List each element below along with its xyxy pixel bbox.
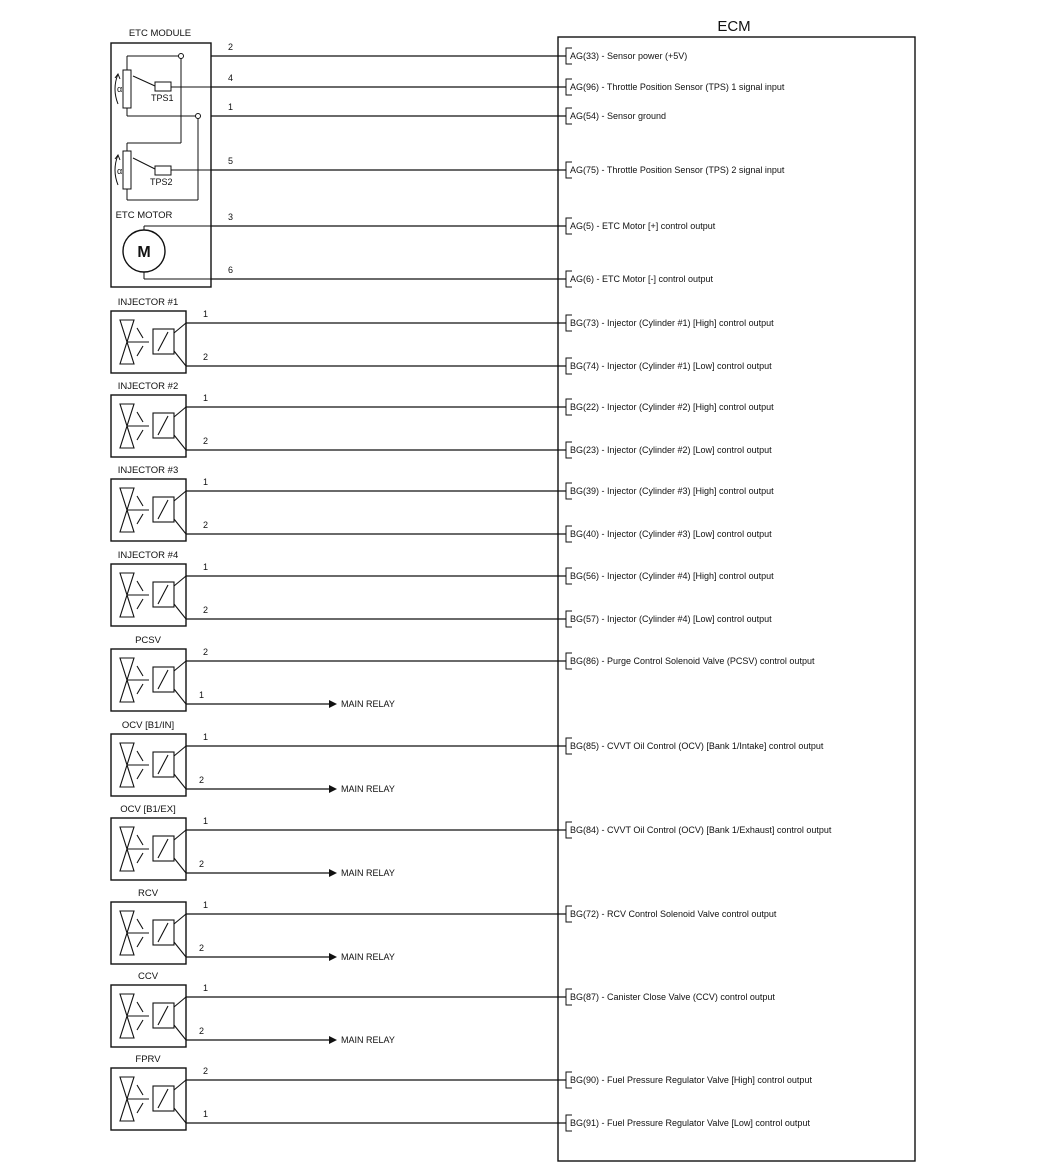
ccv-wire-2-label: MAIN RELAY — [341, 1035, 395, 1045]
injector-3-wire-2-pin: 2 — [203, 520, 209, 530]
component-fprv — [111, 1054, 186, 1130]
injector-3-title: INJECTOR #3 — [117, 465, 179, 476]
fprv-wire-1-pin: 2 — [203, 1066, 209, 1076]
ccv-wire-2 — [186, 1026, 395, 1045]
pcsv-wire-2 — [186, 690, 395, 709]
etc-wire-4-pin: 5 — [228, 156, 234, 166]
rcv-wire-2-pin: 2 — [199, 943, 205, 953]
ocv-b1-ex-wire-2-arrow — [329, 869, 337, 877]
motor-letter: M — [137, 244, 151, 261]
pcsv-wire-2-pin: 1 — [199, 690, 205, 700]
ocv-b1-in-wire-1-label: BG(85) - CVVT Oil Control (OCV) [Bank 1/Intake] control output — [570, 741, 824, 751]
ocv-b1-in-wire-2-arrow — [329, 785, 337, 793]
etc-wire-2-pin: 4 — [228, 73, 234, 83]
injector-3-wire-1-label: BG(39) - Injector (Cylinder #3) [High] control output — [570, 486, 774, 496]
rcv-wire-2-label: MAIN RELAY — [341, 952, 395, 962]
svg-text:α: α — [117, 84, 123, 94]
injector-4-title: INJECTOR #4 — [117, 550, 179, 561]
injector-1-wire-2-pin: 2 — [203, 352, 209, 362]
etc-wire-1-pin: 2 — [228, 42, 234, 52]
ocv-b1-in-wire-2-label: MAIN RELAY — [341, 784, 395, 794]
ccv-title: CCV — [137, 971, 159, 982]
rcv-title: RCV — [137, 888, 159, 899]
injector-4-wire-2-pin: 2 — [203, 605, 209, 615]
etc-wire-5-pin: 3 — [228, 212, 234, 222]
ocv-b1-ex-wire-2 — [186, 859, 395, 878]
component-injector-3 — [111, 465, 186, 541]
ocv-b1-ex-wire-1-label: BG(84) - CVVT Oil Control (OCV) [Bank 1/Exhaust] control output — [570, 825, 832, 835]
injector-3-wire-1-pin: 1 — [203, 477, 209, 487]
etc-wire-3-label: AG(54) - Sensor ground — [570, 111, 667, 121]
component-pcsv — [111, 635, 186, 711]
ocv-b1-in-title: OCV [B1/IN] — [121, 720, 175, 731]
injector-2-wire-1-label: BG(22) - Injector (Cylinder #2) [High] control output — [570, 402, 774, 412]
etc-wire-3-pin: 1 — [228, 102, 234, 112]
ecm-title: ECM — [717, 18, 751, 35]
ocv-b1-in-wire-2-pin: 2 — [199, 775, 205, 785]
ocv-b1-ex-title: OCV [B1/EX] — [120, 804, 176, 815]
component-rcv — [111, 888, 186, 964]
injector-2-wire-2-label: BG(23) - Injector (Cylinder #2) [Low] control output — [570, 445, 772, 455]
etc-wire-6-pin: 6 — [228, 265, 234, 275]
rcv-wire-2-arrow — [329, 953, 337, 961]
etc-wire-6-label: AG(6) - ETC Motor [-] control output — [570, 274, 714, 284]
fprv-wire-1-label: BG(90) - Fuel Pressure Regulator Valve [High] control output — [570, 1075, 812, 1085]
injector-1-wire-1-pin: 1 — [203, 309, 209, 319]
pcsv-wire-2-arrow — [329, 700, 337, 708]
etc-wire-1-label: AG(33) - Sensor power (+5V) — [570, 51, 688, 61]
pcsv-title: PCSV — [135, 635, 161, 646]
fprv-title: FPRV — [135, 1054, 161, 1065]
component-injector-1 — [111, 297, 186, 373]
injector-4-wire-1-pin: 1 — [203, 562, 209, 572]
injector-1-title: INJECTOR #1 — [117, 297, 179, 308]
ccv-wire-1-label: BG(87) - Canister Close Valve (CCV) control output — [570, 992, 775, 1002]
injector-1-wire-1-label: BG(73) - Injector (Cylinder #1) [High] control output — [570, 318, 774, 328]
svg-text:α: α — [117, 166, 123, 176]
rcv-wire-2 — [186, 943, 395, 962]
etc-wire-5-label: AG(5) - ETC Motor [+] control output — [570, 221, 716, 231]
etc-wire-4-label: AG(75) - Throttle Position Sensor (TPS) 2 signal input — [570, 165, 785, 175]
injector-4-wire-1-label: BG(56) - Injector (Cylinder #4) [High] control output — [570, 571, 774, 581]
fprv-wire-2-label: BG(91) - Fuel Pressure Regulator Valve [Low] control output — [570, 1118, 810, 1128]
injector-2-wire-2-pin: 2 — [203, 436, 209, 446]
rcv-wire-1-pin: 1 — [203, 900, 209, 910]
component-injector-2 — [111, 381, 186, 457]
pcsv-wire-1-label: BG(86) - Purge Control Solenoid Valve (PCSV) control output — [570, 656, 815, 666]
ccv-wire-1-pin: 1 — [203, 983, 209, 993]
ocv-b1-in-wire-2 — [186, 775, 395, 794]
ocv-b1-ex-wire-2-label: MAIN RELAY — [341, 868, 395, 878]
injector-1-wire-2-label: BG(74) - Injector (Cylinder #1) [Low] control output — [570, 361, 772, 371]
pcsv-wire-1-pin: 2 — [203, 647, 209, 657]
injector-2-title: INJECTOR #2 — [117, 381, 179, 392]
etc-motor-title: ETC MOTOR — [115, 210, 173, 221]
ocv-b1-ex-wire-2-pin: 2 — [199, 859, 205, 869]
ccv-wire-2-arrow — [329, 1036, 337, 1044]
component-ocv-b1-in — [111, 720, 186, 796]
injector-2-wire-1-pin: 1 — [203, 393, 209, 403]
ocv-b1-in-wire-1-pin: 1 — [203, 732, 209, 742]
component-ccv — [111, 971, 186, 1047]
ccv-wire-2-pin: 2 — [199, 1026, 205, 1036]
tps1-label: TPS1 — [151, 93, 174, 103]
fprv-wire-2-pin: 1 — [203, 1109, 209, 1119]
pcsv-wire-2-label: MAIN RELAY — [341, 699, 395, 709]
etc-wire-2-label: AG(96) - Throttle Position Sensor (TPS) 1 signal input — [570, 82, 785, 92]
ocv-b1-ex-wire-1-pin: 1 — [203, 816, 209, 826]
injector-4-wire-2-label: BG(57) - Injector (Cylinder #4) [Low] control output — [570, 614, 772, 624]
rcv-wire-1-label: BG(72) - RCV Control Solenoid Valve control output — [570, 909, 777, 919]
component-injector-4 — [111, 550, 186, 626]
etc-motor — [123, 230, 165, 272]
component-ocv-b1-ex — [111, 804, 186, 880]
injector-3-wire-2-label: BG(40) - Injector (Cylinder #3) [Low] control output — [570, 529, 772, 539]
tps2-label: TPS2 — [150, 177, 173, 187]
etc-module-title: ETC MODULE — [128, 28, 192, 39]
